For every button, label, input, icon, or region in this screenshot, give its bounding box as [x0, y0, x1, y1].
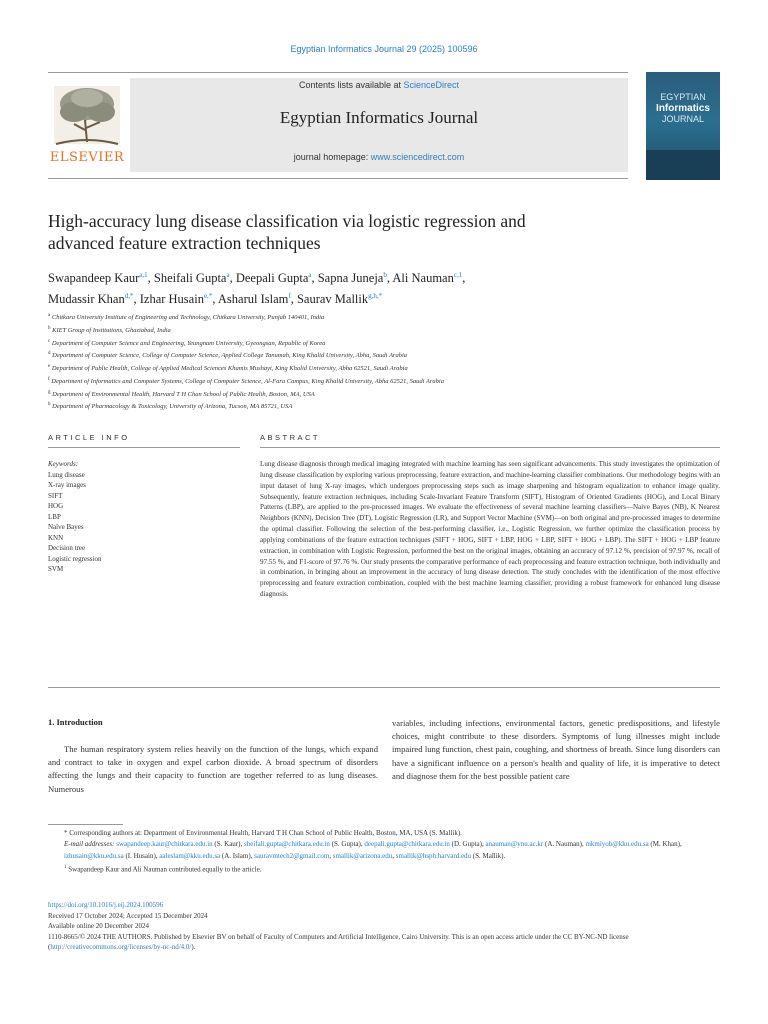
- homepage-prefix: journal homepage:: [293, 152, 371, 162]
- author-affiliation-mark[interactable]: a: [308, 271, 312, 279]
- journal-cover-band: [646, 150, 720, 180]
- author-name[interactable]: Izhar Husain: [139, 292, 204, 307]
- email-link[interactable]: anauman@ynu.ac.kr: [485, 840, 544, 849]
- license-link[interactable]: http://creativecommons.org/licenses/by-nc-nd/4.0/: [50, 943, 192, 952]
- author-separator: ,: [462, 271, 466, 286]
- header-rule-bottom: [48, 178, 628, 179]
- affiliation-text: Chitkara University Institute of Engineering and Technology, Chitkara University, Punjab 140401, India: [51, 314, 325, 322]
- introduction-right-column: variables, including infections, environmental factors, genetic predispositions, and lifestyle choices, might contribute to these disorders. Symptoms of lung illnesses might include impaired lung function, chest pain, coughing, and shortness of breath. Since lung disorders can have a significant influence on a person's health and quality of life, it is imperative to detect and diagnose them for the best possible patient care: [392, 718, 720, 781]
- email-owner: ,: [329, 851, 333, 860]
- equal-footnote-mark: 1: [64, 865, 67, 871]
- email-owner: (I. Husain),: [123, 851, 160, 860]
- cover-line-3: JOURNAL: [661, 114, 704, 124]
- affiliation-item: [48, 388, 728, 401]
- author-name[interactable]: Ali Nauman: [392, 271, 454, 286]
- email-owner: (D. Gupta),: [449, 840, 486, 849]
- email-link[interactable]: deepali.gupta@chitkara.edu.in: [364, 840, 450, 849]
- email-label: E-mail addresses:: [64, 840, 115, 849]
- cover-line-1: EGYPTIAN: [660, 92, 706, 102]
- keyword-item: Lung disease: [48, 470, 85, 479]
- author-list: [48, 266, 728, 308]
- author-separator: ,: [212, 292, 218, 307]
- journal-reference[interactable]: Egyptian Informatics Journal 29 (2025) 100596: [290, 44, 478, 54]
- copyright-text: 1110-8665/© 2024 THE AUTHORS. Published by Elsevier BV on behalf of Faculty of Computers and Artificial Intelligence, Cairo University. This is an open access article under the CC BY-NC-ND license (: [48, 932, 629, 952]
- email-owner: (A. Islam),: [220, 851, 255, 860]
- affiliation-mark: e: [48, 364, 51, 369]
- affiliation-item: [48, 400, 728, 413]
- paper-title-line-2: advanced feature extraction techniques: [48, 233, 321, 253]
- author-separator: ,: [290, 292, 297, 307]
- author-name[interactable]: Saurav Mallik: [296, 292, 369, 307]
- email-owner: (S. Gupta),: [329, 840, 365, 849]
- affiliation-text: Department of Computer Science, College of Computer Science, Applied College Tanumah, King Khalid University, Abha, Saudi Arabia: [52, 352, 408, 360]
- author-separator: ,: [147, 271, 154, 286]
- introduction-left-column: The human respiratory system relies heavily on the function of the lungs, which expand and contract to take in oxygen and expel carbon dioxide. A broad spectrum of disorders affecting the lungs and their capacity to function are together referred to as lung diseases. Numerous: [48, 744, 378, 794]
- email-addresses: [48, 839, 720, 862]
- affiliation-text: Department of Pharmacology & Toxicology, University of Arizona, Tucson, MA 85721, USA: [52, 403, 293, 411]
- email-link[interactable]: smallik@hsph.harvard.edu: [395, 851, 472, 860]
- contents-prefix: Contents lists available at: [298, 80, 404, 90]
- email-link[interactable]: sheifali.gupta@chitkara.edu.in: [243, 840, 330, 849]
- affiliation-list: [48, 311, 728, 413]
- affiliation-mark: d: [48, 351, 51, 357]
- author-affiliation-mark[interactable]: e,*: [203, 292, 213, 301]
- email-link[interactable]: sauravmtech2@gmail.com: [254, 851, 330, 860]
- affiliation-item: [48, 311, 728, 324]
- abstract-bottom-rule: [48, 687, 720, 688]
- cover-line-2: Informatics: [656, 103, 710, 114]
- corresponding-footnote: [48, 828, 720, 839]
- keyword-item: HOG: [48, 502, 64, 510]
- email-link[interactable]: swapandeep.kaur@chitkara.edu.in: [116, 840, 213, 849]
- doi-link[interactable]: https://doi.org/10.1016/j.eij.2024.100596: [48, 901, 164, 909]
- affiliation-mark: b: [48, 325, 51, 331]
- asterisk-mark: *: [64, 829, 70, 837]
- email-link[interactable]: smallik@arizona.edu: [332, 851, 393, 860]
- email-link[interactable]: aaleslam@kku.edu.sa: [159, 851, 221, 860]
- article-info-heading: ARTICLE INFO: [48, 433, 130, 442]
- equal-contribution-text: Swapandeep Kaur and Ali Nauman contributed equally to the article.: [68, 865, 262, 874]
- affiliation-item: [48, 349, 728, 362]
- affiliation-item: [48, 337, 728, 350]
- author-separator: ,: [386, 271, 393, 286]
- author-name[interactable]: Asharul Islam: [217, 292, 289, 307]
- author-name[interactable]: Deepali Gupta: [235, 271, 309, 286]
- author-affiliation-mark[interactable]: b: [383, 271, 387, 279]
- affiliation-text: Department of Public Health, College of Applied Medical Sciences Khamis Mushayt, King Khalid University, Abha 62521, Saudi Arabia: [51, 365, 408, 373]
- article-info-rule: [48, 447, 240, 448]
- homepage-link[interactable]: www.sciencedirect.com: [370, 152, 465, 162]
- affiliation-text: KIET Group of Institutions, Ghaziabad, India: [52, 326, 171, 334]
- online-date: Available online 20 December 2024: [48, 922, 149, 931]
- email-link[interactable]: mkmiyob@kku.edu.sa: [585, 840, 649, 849]
- affiliation-mark: f: [48, 376, 50, 382]
- keyword-item: SIFT: [48, 491, 63, 500]
- contents-line: [130, 80, 628, 90]
- affiliation-mark: a: [48, 313, 51, 318]
- sciencedirect-link[interactable]: ScienceDirect: [403, 80, 460, 90]
- author-affiliation-mark[interactable]: a,1: [139, 271, 148, 279]
- keyword-item: X-ray images: [48, 481, 86, 489]
- email-link[interactable]: izhusain@kku.edu.sa: [64, 851, 124, 860]
- introduction-heading: 1. Introduction: [48, 717, 103, 727]
- keyword-item: Logistic regression: [48, 554, 102, 563]
- author-affiliation-mark[interactable]: f: [288, 292, 291, 301]
- affiliation-item: [48, 362, 728, 375]
- received-dates: Received 17 October 2024; Accepted 15 December 2024: [48, 911, 208, 920]
- email-owner: (S. Mallik).: [471, 851, 506, 860]
- journal-title: Egyptian Informatics Journal: [279, 108, 479, 127]
- publisher-logo-text: ELSEVIER: [49, 150, 125, 165]
- email-owner: (A. Nauman),: [543, 840, 586, 849]
- email-owner: ,: [392, 851, 396, 860]
- author-separator: ,: [311, 271, 318, 286]
- author-affiliation-mark[interactable]: a: [226, 271, 230, 279]
- author-separator: ,: [133, 292, 140, 307]
- corresponding-text: Corresponding authors at: Department of Environmental Health, Harvard T H Chan School of Public Health, Boston, MA, USA (S. Mallik).: [69, 829, 462, 837]
- journal-cover-text: [646, 92, 720, 125]
- homepage-line: [130, 152, 628, 162]
- keyword-item: Decision tree: [48, 544, 86, 552]
- author-name[interactable]: Sapna Juneja: [317, 271, 384, 286]
- abstract-rule: [260, 447, 720, 448]
- affiliation-item: [48, 324, 728, 337]
- email-owner: (S. Kaur),: [212, 840, 244, 849]
- affiliation-mark: h: [48, 402, 51, 408]
- author-affiliation-mark[interactable]: c,1: [453, 271, 463, 279]
- affiliation-mark: g: [48, 389, 51, 395]
- keywords-list: [48, 470, 238, 575]
- keyword-item: KNN: [48, 533, 64, 542]
- keywords-block: [48, 459, 238, 575]
- header-rule-top: [48, 72, 628, 73]
- footnote-rule: [48, 824, 123, 825]
- keyword-item: Naïve Bayes: [48, 523, 84, 531]
- paper-title-line-1: High-accuracy lung disease classification via logistic regression and: [48, 211, 526, 231]
- publication-info: [48, 900, 720, 953]
- affiliation-text: Department of Computer Science and Engineering, Yeungnam University, Gyeongsan, Republic of Korea: [51, 339, 326, 347]
- author-name[interactable]: Mudassir Khan: [48, 292, 125, 307]
- affiliation-text: Department of Informatics and Computer Systems, College of Computer Science, Al-Fara Campus, King Khalid University, Abha 62521, Saudi Arabia: [51, 377, 444, 385]
- abstract-text: Lung disease diagnosis through medical imaging integrated with machine learning has seen significant advancements. This study investigates the optimization of lung disease classification by exploring various preprocessing, feature extraction, and machine-learning classifier combinations. Our methodology begins with an input dataset of lung X-ray images, which undergoes preprocessing steps such as image sharpening and histogram equalization to enhance image quality. Subsequently, feature extraction techniques, including Scale-Invariant Feature Transform (SIFT), Histogram of Oriented Gradients (HOG), and Local Binary Patterns (LBP), are applied to the pre-processed images. We evaluate the effectiveness of several machine learning classifiers—Naive Bayes (NB), K Nearest Neighbors (KNN), Decision Tree (DT), Logistic Regression (LR), and Support Vector Machine (SVM)—on both original and pre-processed images to determine the optimal classifier. Following the selection of the best-performing classifier, i.e., Logistic Regression, we further optimize the classification process by applying combinations of the feature extraction techniques (SIFT + HOG, SIFT + LBP, HOG + LBP, SIFT + HOG + LBP). The SIFT + HOG + LBP feature extraction, in combination with Logistic Regression, performed the best on the original images, obtaining an accuracy of 97.12 %, precision of 97.97 %, recall of 97.55 %, and F1-score of 97.76 %. Our study presents the comparative performance of each preprocessing and feature extraction technique, both individually and in combination, in bringing about an improvement in the accuracy of lung disease detection. The study concludes with the identification of the most effective preprocessing and feature extraction combination, coupled with the best machine learning classifier, providing a robust framework for enhanced lung disease diagnosis.: [260, 460, 720, 599]
- author-separator: ,: [229, 271, 236, 286]
- abstract-heading: ABSTRACT: [260, 433, 321, 442]
- paper-title: [48, 210, 668, 254]
- affiliation-text: Department of Environmental Health, Harvard T H Chan School of Public Health, Boston, MA, USA: [52, 390, 315, 398]
- keywords-heading: Keywords:: [48, 460, 79, 468]
- author-affiliation-mark[interactable]: g,h,*: [368, 292, 383, 301]
- author-name[interactable]: Swapandeep Kaur: [48, 271, 140, 286]
- author-name[interactable]: Sheifali Gupta: [153, 271, 227, 286]
- copyright-suffix: ).: [191, 943, 196, 952]
- keyword-item: LBP: [48, 512, 61, 521]
- author-affiliation-mark[interactable]: d,*: [124, 292, 134, 301]
- email-owner: (M. Khan),: [648, 840, 682, 849]
- affiliation-mark: c: [48, 338, 51, 344]
- copyright-notice: [48, 932, 720, 953]
- affiliation-item: [48, 375, 728, 388]
- keyword-item: SVM: [48, 565, 64, 573]
- footnotes: [48, 828, 720, 876]
- equal-contribution-footnote: [48, 862, 720, 876]
